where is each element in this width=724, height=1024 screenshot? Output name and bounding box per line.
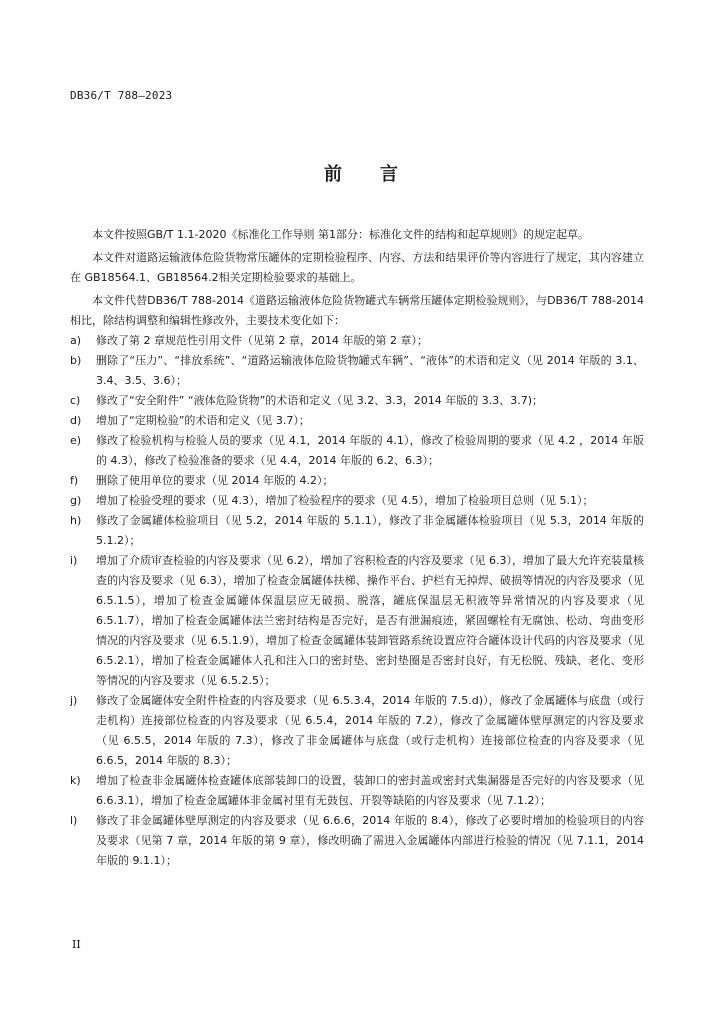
list-item: [70, 431, 644, 471]
change-list: [70, 331, 644, 871]
page-title: [0, 160, 724, 186]
list-item-label: g): [70, 494, 82, 507]
list-item-text: 增加了“定期检验”的术语和定义（见 3.7）；: [96, 414, 310, 427]
list-item-text: 修改了第 2 章规范性引用文件（见第 2 章，2014 年版的第 2 章）；: [96, 334, 428, 347]
list-item-text: 删除了使用单位的要求（见 2014 年版的 4.2）；: [96, 474, 334, 487]
list-item-label: k): [70, 774, 81, 787]
list-item-label: d): [70, 414, 82, 427]
list-item-text: 增加了介质审查检验的内容及要求（见 6.2），增加了容积检查的内容及要求（见 6.3），增加了最大允许充装量核查的内容及要求（见 6.3），增加了检查金属罐体扶梯、操作平台、护栏有无掉焊、破损等情况的内容及要求（见 6.5.1.5），增加了检查金属罐体保温层应无破损、脱落，罐底保温层无积液等异常情况的内容及要求（见 6.5.1.7），增加了检查金属罐体法兰密封结构是否完好，是否有泄漏痕迹，紧固螺栓有无腐蚀、松动、弯曲变形情况的内容及要求（见 6.5.1.9），增加了检查金属罐体装卸管路系统设置应符合罐体设计代码的内容及要求（见 6.5.2.1），增加了检查金属罐体人孔和注入口的密封垫、密封垫圈是否密封良好，有无松脱、残缺、老化、变形等情况的内容及要求（见 6.5.2.5）；: [96, 554, 644, 687]
list-item: [70, 331, 644, 351]
list-item: [70, 771, 644, 811]
paragraph: 本文件按照GB/T 1.1-2020《标准化工作导则 第1部分：标准化文件的结构和起草规则》的规定起草。: [92, 228, 589, 241]
list-item-text: 增加了检验受理的要求（见 4.3），增加了检验程序的要求（见 4.5），增加了检验项目总则（见 5.1）；: [96, 494, 594, 507]
page-number: II: [72, 938, 81, 951]
list-item: [70, 411, 644, 431]
document-body: [70, 225, 644, 871]
list-item-label: a): [70, 334, 82, 347]
list-item-text: 修改了非金属罐体壁厚测定的内容及要求（见 6.6.6，2014 年版的 8.4），修改了必要时增加的检验项目的内容及要求（见第 7 章，2014 年版的第 9 章），修改明确了需进入金属罐体内部进行检验的情况（见 7.1.1，2014 年版的 9.1.1）；: [96, 814, 644, 867]
title-char-left: 前: [324, 164, 344, 185]
list-item-text: 删除了“压力”、“排放系统”、“道路运输液体危险货物罐式车辆”、“液体”的术语和定义（见 2014 年版的 3.1、3.4、3.5、3.6）；: [96, 354, 644, 387]
list-item-text: 增加了检查非金属罐体检查罐体底部装卸口的设置，装卸口的密封盖或密封式集漏器是否完好的内容及要求（见 6.6.3.1），增加了检查金属罐体非金属衬里有无鼓包、开裂等缺陷的内容及要求（见 7.1.2）；: [96, 774, 644, 807]
title-char-right: 言: [380, 164, 400, 185]
document-header-id: DB36/T 788—2023: [70, 89, 173, 102]
list-item-text: 修改了“安全附件” “液体危险货物”的术语和定义（见 3.2、3.3，2014 年版的 3.3、3.7)；: [96, 394, 544, 407]
list-item-label: b): [70, 354, 82, 367]
list-item-label: j): [70, 694, 78, 707]
list-item: [70, 691, 644, 771]
list-item: [70, 471, 644, 491]
list-item-text: 修改了金属罐体检验项目（见 5.2，2014 年版的 5.1.1），修改了非金属罐体检验项目（见 5.3，2014 年版的 5.1.2）；: [96, 514, 644, 547]
list-item-label: l): [70, 814, 78, 827]
list-item-label: c): [70, 394, 81, 407]
list-item: [70, 351, 644, 391]
list-item: [70, 491, 644, 511]
paragraph: 本文件代替DB36/T 788-2014《道路运输液体危险货物罐式车辆常压罐体定期检验规则》，与DB36/T 788-2014相比，除结构调整和编辑性修改外，主要技术变化如下：: [70, 294, 644, 327]
list-item-text: 修改了金属罐体安全附件检查的内容及要求（见 6.5.3.4，2014 年版的 7.5.d)），修改了金属罐体与底盘（或行走机构）连接部位检查的内容及要求（见 6.5.4，2014 年版的 7.2），修改了金属罐体壁厚测定的内容及要求（见 6.5.5，2014 年版的 7.3），修改了非金属罐体与底盘（或行走机构）连接部位检查的内容及要求（见 6.6.5，2014 年版的 8.3）；: [96, 694, 644, 767]
list-item-label: i): [70, 554, 78, 567]
paragraph: 本文件对道路运输液体危险货物常压罐体的定期检验程序、内容、方法和结果评价等内容进行了规定，其内容建立在 GB18564.1、GB18564.2相关定期检验要求的基础上。: [70, 251, 644, 284]
list-item: [70, 511, 644, 551]
list-item-label: f): [70, 474, 79, 487]
list-item: [70, 811, 644, 871]
list-item: [70, 391, 644, 411]
list-item-label: e): [70, 434, 82, 447]
list-item-label: h): [70, 514, 82, 527]
list-item: [70, 551, 644, 691]
list-item-text: 修改了检验机构与检验人员的要求（见 4.1，2014 年版的 4.1），修改了检验周期的要求（见 4.2 ，2014 年版的 4.3），修改了检验准备的要求（见 4.4，2014 年版的 6.2、6.3）；: [96, 434, 644, 467]
